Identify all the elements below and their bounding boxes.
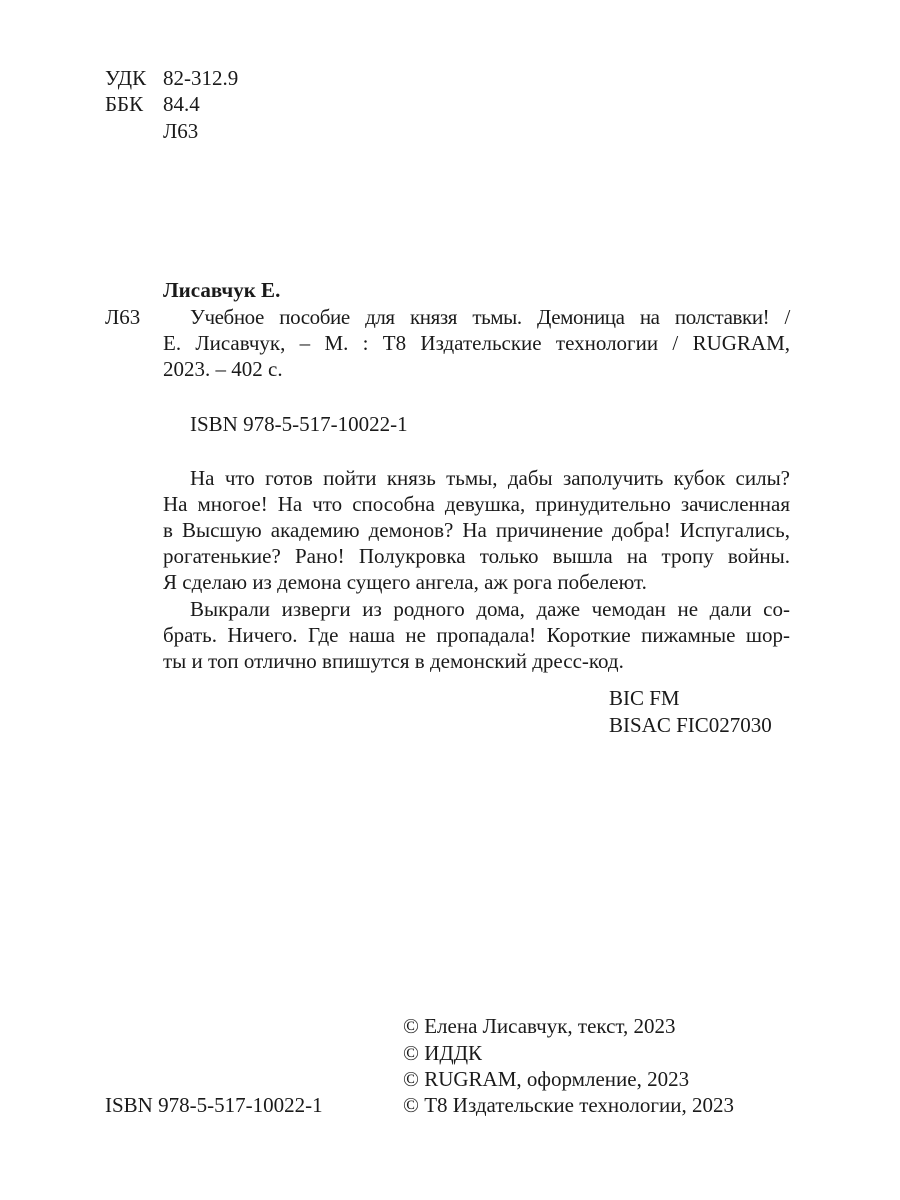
abstract-line: Я сделаю из демона сущего ангела, аж рога побелеют. xyxy=(163,570,647,594)
bic-code: BIC FM xyxy=(609,686,680,710)
bbk-value: 84.4 xyxy=(163,92,200,116)
entry-line: Е. Лисавчук, – М. : Т8 Издательские технологии / RUGRAM, xyxy=(163,331,790,355)
bbk-label: ББК xyxy=(105,92,144,116)
entry-isbn: ISBN 978-5-517-10022-1 xyxy=(190,412,408,436)
bisac-code: BISAC FIC027030 xyxy=(609,713,772,737)
copyright-line: © RUGRAM, оформление, 2023 xyxy=(403,1067,690,1091)
entry-code: Л63 xyxy=(105,305,141,329)
abstract-line: ты и топ отлично впишутся в демонский дресс-код. xyxy=(163,649,624,673)
abstract-line: брать. Ничего. Где наша не пропадала! Короткие пижамные шор- xyxy=(163,623,790,647)
entry-line: 2023. – 402 с. xyxy=(163,357,283,381)
copyright-line: © Т8 Издательские технологии, 2023 xyxy=(403,1093,734,1117)
copyright-line: © ИДДК xyxy=(403,1041,483,1065)
entry-line: Учебное пособие для князя тьмы. Демоница на полставки! / xyxy=(190,305,790,329)
abstract-line: На что готов пойти князь тьмы, дабы заполучить кубок силы? xyxy=(190,466,790,490)
copyright-line: © Елена Лисавчук, текст, 2023 xyxy=(403,1014,676,1038)
abstract-line: На многое! На что способна девушка, принудительно зачисленная xyxy=(163,492,790,516)
author-sign: Л63 xyxy=(163,119,199,143)
abstract-line: Выкрали изверги из родного дома, даже чемодан не дали со- xyxy=(190,597,790,621)
author-heading: Лисавчук Е. xyxy=(163,278,281,302)
footer-isbn: ISBN 978-5-517-10022-1 xyxy=(105,1093,323,1117)
abstract-line: рогатенькие? Рано! Полукровка только вышла на тропу войны. xyxy=(163,544,790,568)
udk-value: 82-312.9 xyxy=(163,66,239,90)
udk-label: УДК xyxy=(105,66,147,90)
abstract-line: в Высшую академию демонов? На причинение добра! Испугались, xyxy=(163,518,790,542)
